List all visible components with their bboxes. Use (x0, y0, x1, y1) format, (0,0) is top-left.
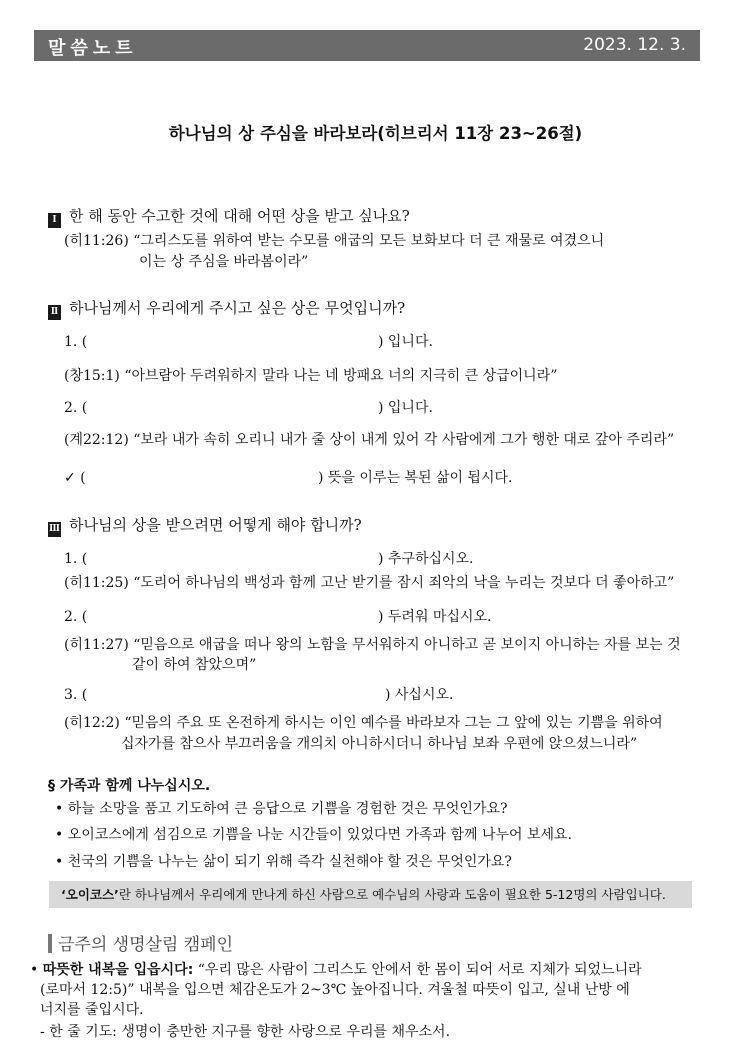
header-date: 2023. 12. 3. (583, 35, 686, 55)
campaign-bold: 따뜻한 내복을 입읍시다: (42, 962, 194, 978)
blank-item-close: ) 두려워 마십시오. (378, 609, 492, 625)
blank-item-close: ) 추구하십시오. (378, 551, 474, 567)
campaign-text: “우리 많은 사람이 그리스도 안에서 한 몸이 되어 서로 지체가 되었느니라 (197, 962, 642, 978)
verse-line: 십자가를 참으사 부끄러움을 개의치 아니하시더니 하나님 보좌 우편에 앉으셨느니라” (121, 736, 638, 752)
blank-item-open: 3. ( (64, 687, 88, 703)
share-item-text: 하늘 소망을 품고 기도하여 큰 응답으로 기쁨을 경험한 것은 무엇인가요? (67, 801, 508, 817)
verse-line: (히11:26) “그리스도를 위하여 받는 수모를 애굽의 모든 보화보다 더 큰 재물로 여겼으니 (64, 233, 605, 249)
verse-line: (히12:2) “믿음의 주요 또 온전하게 하시는 이인 예수를 바라보자 그는 그 앞에 있는 기쁨을 위하여 (64, 715, 663, 731)
verse-line: (히11:27) “믿음으로 애굽을 떠나 왕의 노함을 무서워하지 아니하고 곧 보이지 아니하는 자를 보는 것 (64, 637, 681, 653)
verse-line: 같이 하여 참았으며” (132, 657, 257, 673)
blank-item-open: 2. ( (64, 400, 88, 416)
share-item-text: 천국의 기쁨을 나누는 삶이 되기 위해 즉각 실천해야 할 것은 무엇인가요? (67, 854, 512, 870)
campaign-line-2: (로마서 12:5)” 내복을 입으면 체감온도가 2~3℃ 높아집니다. 겨울철 따뜻이 입고, 실내 난방 에 (40, 982, 630, 998)
share-title: § 가족과 함께 나누십시오. (48, 778, 211, 794)
section-1-heading (48, 206, 410, 228)
numeral-2-icon: Ⅱ (48, 305, 61, 320)
section-2-heading (48, 298, 405, 320)
verse-line: (히11:25) “도리어 하나님의 백성과 함께 고난 받기를 잠시 죄악의 낙을 누리는 것보다 더 좋아하고” (64, 575, 675, 591)
title-bar-icon (48, 934, 52, 953)
campaign-title-text: 금주의 생명살림 캠페인 (58, 935, 234, 955)
section-3-text: 하나님의 상을 받으려면 어떻게 해야 합니까? (69, 516, 362, 534)
section-2-text: 하나님께서 우리에게 주시고 싶은 상은 무엇입니까? (69, 299, 406, 317)
header-bar (34, 30, 700, 61)
verse-line: (창15:1) “아브람아 두려워하지 말라 나는 네 방패요 너의 지극히 큰 상급이니라” (64, 368, 558, 384)
blank-item-close: ) 입니다. (378, 400, 433, 416)
share-item: • 천국의 기쁨을 나누는 삶이 되기 위해 즉각 실천해야 할 것은 무엇인가요? (55, 854, 512, 870)
check-item-open: ✓ ( (64, 470, 86, 486)
campaign-line-1 (30, 960, 642, 980)
section-1-text: 한 해 동안 수고한 것에 대해 어떤 상을 받고 싶나요? (69, 207, 410, 225)
section-3-heading (48, 515, 362, 537)
campaign-prayer: - 한 줄 기도: 생명이 충만한 지구를 향한 사랑으로 우리를 채우소서. (40, 1024, 451, 1040)
verse-line: (계22:12) “보라 내가 속히 오리니 내가 줄 상이 내게 있어 각 사람에게 그가 행한 대로 갚아 주리라” (64, 432, 675, 448)
verse-line: 이는 상 주심을 바라봄이라” (139, 254, 309, 270)
check-item-close: ) 뜻을 이루는 복된 삶이 됩시다. (318, 470, 513, 486)
campaign-bullet: • (30, 962, 39, 978)
blank-item-close: ) 사십시오. (385, 687, 454, 703)
numeral-3-icon: Ⅲ (48, 522, 61, 537)
blank-item-open: 1. ( (64, 334, 88, 350)
blank-item-open: 1. ( (64, 551, 88, 567)
numeral-1-icon: Ⅰ (48, 213, 61, 228)
sermon-title: 하나님의 상 주심을 바라보라(히브리서 11장 23~26절) (168, 124, 583, 143)
share-item: • 하늘 소망을 품고 기도하여 큰 응답으로 기쁨을 경험한 것은 무엇인가요? (55, 801, 508, 817)
campaign-title (48, 930, 233, 955)
share-item-text: 오이코스에게 섬김으로 기쁨을 나눈 시간들이 있었다면 가족과 함께 나누어 보세요. (67, 827, 573, 843)
header-title: 말씀노트 (48, 38, 138, 59)
campaign-line-3: 너지를 줄입시다. (40, 1002, 144, 1018)
blank-item-open: 2. ( (64, 609, 88, 625)
oikos-note (49, 881, 692, 908)
oikos-key: ‘오이코스’ (61, 887, 119, 902)
blank-item-close: ) 입니다. (378, 334, 433, 350)
oikos-text: 란 하나님께서 우리에게 만나게 하신 사람으로 예수님의 사랑과 도움이 필요한 5-12명의 사람입니다. (118, 887, 666, 902)
share-item: • 오이코스에게 섬김으로 기쁨을 나눈 시간들이 있었다면 가족과 함께 나누어 보세요. (55, 827, 573, 843)
